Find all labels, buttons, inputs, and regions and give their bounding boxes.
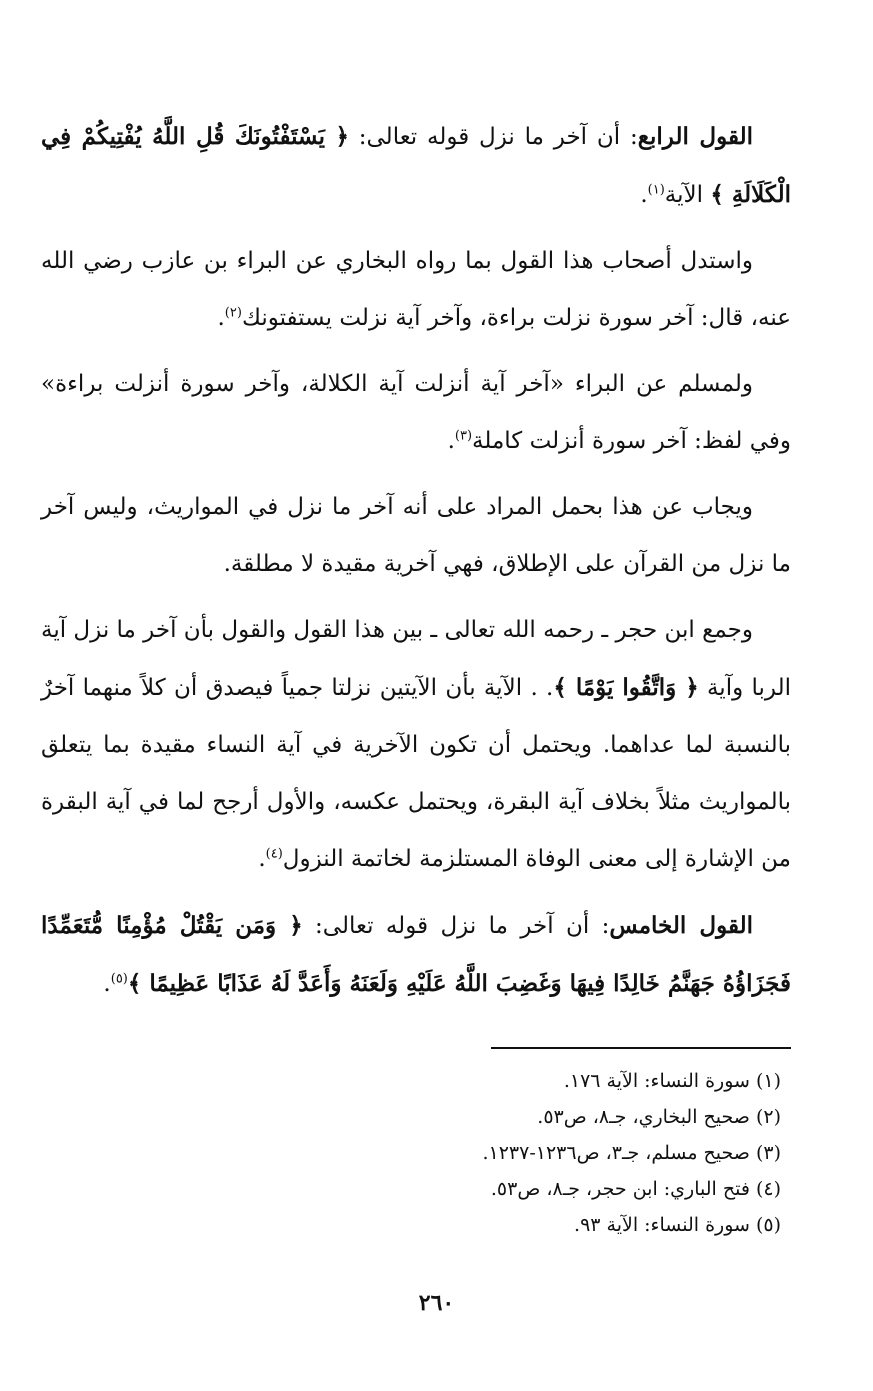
paragraph-end: . xyxy=(640,182,648,208)
footnote-item xyxy=(41,1099,781,1135)
paragraph-fourth-opinion xyxy=(41,108,791,224)
footnote-number: (٤) xyxy=(755,1178,781,1200)
main-text xyxy=(41,108,791,1022)
footnote-text: سورة النساء: الآية ٩٣. xyxy=(574,1214,750,1236)
footnote-ref: (٣) xyxy=(454,428,473,444)
paragraph-bukhari-evidence xyxy=(41,233,791,347)
paragraph-text: الآية xyxy=(664,182,711,208)
paragraph-muslim-evidence xyxy=(41,356,791,470)
footnote-text: سورة النساء: الآية ١٧٦. xyxy=(563,1070,750,1092)
paragraph-fifth-opinion xyxy=(41,897,791,1013)
page-number: ٢٦٠ xyxy=(418,1290,455,1316)
paragraph-end: . xyxy=(258,846,266,872)
quran-verse: ﴿ وَمَن يَقْتُلْ مُؤْمِنًا مُّتَعَمِّدًا فَجَزَاؤُهُ جَهَنَّمُ خَالِدًا فِيهَا وَغَضِبَ اللَّهُ عَلَيْهِ وَلَعَنَهُ وَأَعَدَّ لَهُ عَذَابًا عَظِيمًا ﴾ xyxy=(41,912,791,997)
footnote-text: صحيح مسلم، جـ٣، ص١٢٣٦-١٢٣٧. xyxy=(482,1142,750,1164)
paragraph-ibn-hajar xyxy=(41,602,791,888)
paragraph-end: . xyxy=(103,971,111,997)
footnote-number: (١) xyxy=(755,1070,781,1092)
footnote-item xyxy=(41,1171,781,1207)
section-heading-fifth: القول الخامس xyxy=(609,912,753,939)
quran-verse: ﴿ وَاتَّقُوا يَوْمًا ﴾ xyxy=(553,674,699,701)
footnote-item xyxy=(41,1207,781,1243)
paragraph-text: . . الآية بأن الآيتين نزلتا جمياً فيصدق أن كلاً منهما آخرٌ بالنسبة لما عداهما. ويحتمل أن تكون الآخرية في آية النساء مقيدة بما يتعلق بالمواريث مثلاً بخلاف آية البقرة، ويحتمل عكسه، والأول أرجح لما في آية البقرة من الإشارة إلى معنى الوفاة المستلزمة لخاتمة النزول xyxy=(41,675,791,872)
footnote-number: (٣) xyxy=(755,1142,781,1164)
footnote-item xyxy=(41,1063,781,1099)
footnote-number: (٥) xyxy=(755,1214,781,1236)
paragraph-text: واستدل أصحاب هذا القول بما رواه البخاري عن البراء بن عازب رضي الله عنه، قال: آخر سورة نزلت براءة، وآخر آية نزلت يستفتونك xyxy=(41,248,791,331)
footnote-item xyxy=(41,1135,781,1171)
footnote-number: (٢) xyxy=(755,1106,781,1128)
paragraph-text: ولمسلم عن البراء «آخر آية أنزلت آية الكلالة، وآخر سورة أنزلت براءة» وفي لفظ: آخر سورة أنزلت كاملة xyxy=(41,371,791,454)
footnote-ref: (٤) xyxy=(265,846,283,862)
paragraph-text: وجمع ابن حجر ـ رحمه الله تعالى ـ بين هذا القول والقول بأن آخر ما نزل آية الربا وآية xyxy=(40,617,791,701)
footnote-ref: (٢) xyxy=(224,305,242,321)
quran-verse: ﴿ يَسْتَفْتُونَكَ قُلِ اللَّهُ يُفْتِيكُمْ فِي الْكَلَالَةِ ﴾ xyxy=(41,123,791,208)
footnote-ref: (١) xyxy=(647,182,665,198)
footnote-text: صحيح البخاري، جـ٨، ص٥٣. xyxy=(537,1106,750,1128)
paragraph-text: : أن آخر ما نزل قوله تعالى: xyxy=(302,913,610,939)
section-heading-fourth: القول الرابع xyxy=(637,123,753,150)
footnote-ref: (٥) xyxy=(110,971,128,987)
footnote-divider xyxy=(491,1047,791,1049)
footnotes xyxy=(41,1063,781,1243)
paragraph-response xyxy=(41,479,791,593)
paragraph-text: : أن آخر ما نزل قوله تعالى: xyxy=(348,124,638,150)
footnote-text: فتح الباري: ابن حجر، جـ٨، ص٥٣. xyxy=(490,1178,750,1200)
paragraph-end: . xyxy=(447,428,455,454)
paragraph-end: . xyxy=(217,305,225,331)
paragraph-text: ويجاب عن هذا بحمل المراد على أنه آخر ما نزل في المواريث، وليس آخر ما نزل من القرآن على الإطلاق، فهي آخرية مقيدة لا مطلقة. xyxy=(41,494,791,577)
